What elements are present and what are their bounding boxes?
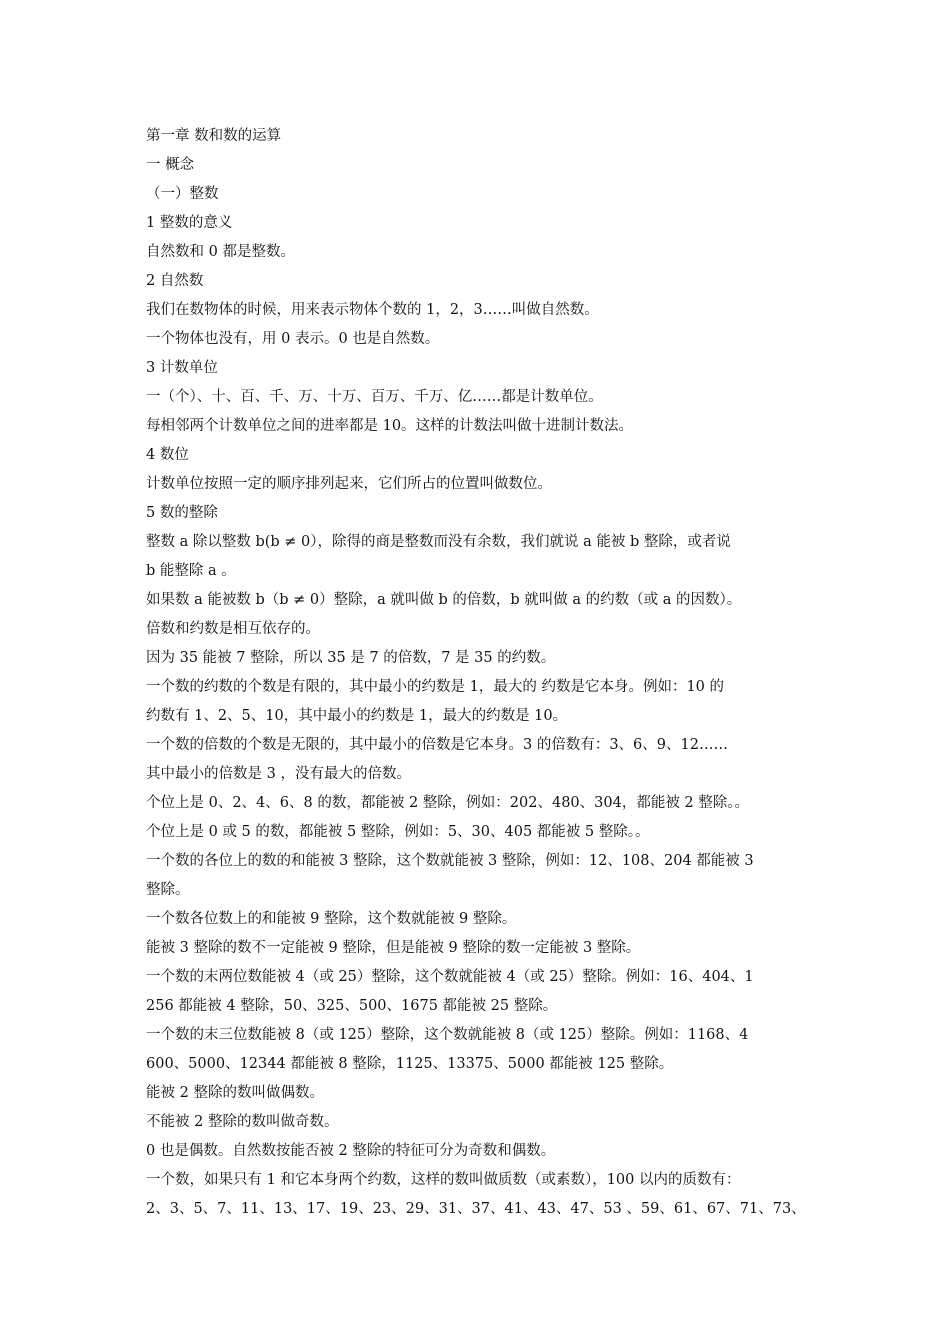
text-line: 不能被 2 整除的数叫做奇数。 [146, 1114, 339, 1130]
text-line: 我们在数物体的时候，用来表示物体个数的 1，2，3……叫做自然数。 [146, 302, 599, 318]
text-line: 倍数和约数是相互依存的。 [146, 621, 320, 637]
topic-heading: 5 数的整除 [146, 505, 218, 521]
text-line: 一个数的末三位数能被 8（或 125）整除，这个数就能被 8（或 125）整除。例如：1168、4 [146, 1027, 749, 1043]
text-line: 其中最小的倍数是 3 ，没有最大的倍数。 [146, 766, 411, 782]
text-line: 整数 a 除以整数 b(b ≠ 0），除得的商是整数而没有余数，我们就说 a 能被 b 整除，或者说 [146, 534, 731, 550]
text-line: 计数单位按照一定的顺序排列起来，它们所占的位置叫做数位。 [146, 476, 552, 492]
topic-heading: 2 自然数 [146, 273, 204, 289]
text-line: 个位上是 0 或 5 的数，都能被 5 整除，例如：5、30、405 都能被 5 整除。。 [146, 824, 650, 840]
text-line: 一个数各位数上的和能被 9 整除，这个数就能被 9 整除。 [146, 911, 517, 927]
section-heading: 一 概念 [146, 157, 195, 173]
text-line: 能被 2 整除的数叫做偶数。 [146, 1085, 324, 1101]
text-line: 自然数和 0 都是整数。 [146, 244, 295, 260]
topic-heading: 1 整数的意义 [146, 215, 233, 231]
text-line: 一（个）、十、百、千、万、十万、百万、千万、亿……都是计数单位。 [146, 389, 603, 405]
text-line: 一个数的各位上的数的和能被 3 整除，这个数就能被 3 整除，例如：12、108、204 都能被 3 [146, 853, 754, 869]
text-line: 256 都能被 4 整除，50、325、500、1675 都能被 25 整除。 [146, 998, 558, 1014]
text-line: 每相邻两个计数单位之间的进率都是 10。这样的计数法叫做十进制计数法。 [146, 418, 634, 434]
chapter-title: 第一章 数和数的运算 [146, 128, 282, 144]
text-line: 一个数的末两位数能被 4（或 25）整除，这个数就能被 4（或 25）整除。例如：16、404、1 [146, 969, 754, 985]
text-line: 一个数的约数的个数是有限的，其中最小的约数是 1，最大的 约数是它本身。例如：10 的 [146, 679, 724, 695]
topic-heading: 3 计数单位 [146, 360, 218, 376]
text-line: 约数有 1、2、5、10，其中最小的约数是 1，最大的约数是 10。 [146, 708, 568, 724]
text-line: 一个数的倍数的个数是无限的，其中最小的倍数是它本身。3 的倍数有：3、6、9、12…… [146, 737, 728, 753]
text-line: 整除。 [146, 882, 190, 898]
text-line: 能被 3 整除的数不一定能被 9 整除，但是能被 9 整除的数一定能被 3 整除。 [146, 940, 641, 956]
text-line: 因为 35 能被 7 整除，所以 35 是 7 的倍数，7 是 35 的约数。 [146, 650, 556, 666]
text-line: 如果数 a 能被数 b（b ≠ 0）整除，a 就叫做 b 的倍数，b 就叫做 a 的约数（或 a 的因数）。 [146, 592, 742, 608]
document-body [146, 122, 811, 1224]
text-line: b 能整除 a 。 [146, 563, 236, 579]
text-line: 0 也是偶数。自然数按能否被 2 整除的特征可分为奇数和偶数。 [146, 1143, 556, 1159]
text-line: 个位上是 0、2、4、6、8 的数，都能被 2 整除，例如：202、480、304，都能被 2 整除。。 [146, 795, 750, 811]
topic-heading: 4 数位 [146, 447, 189, 463]
text-line: 一个物体也没有，用 0 表示。0 也是自然数。 [146, 331, 440, 347]
text-line: 2、3、5、7、11、13、17、19、23、29、31、37、41、43、47、53 、59、61、67、71、73、 [146, 1201, 806, 1217]
text-line: 一个数，如果只有 1 和它本身两个约数，这样的数叫做质数（或素数），100 以内的质数有： [146, 1172, 741, 1188]
subsection-heading: （一）整数 [146, 186, 219, 202]
text-line: 600、5000、12344 都能被 8 整除，1125、13375、5000 都能被 125 整除。 [146, 1056, 674, 1072]
